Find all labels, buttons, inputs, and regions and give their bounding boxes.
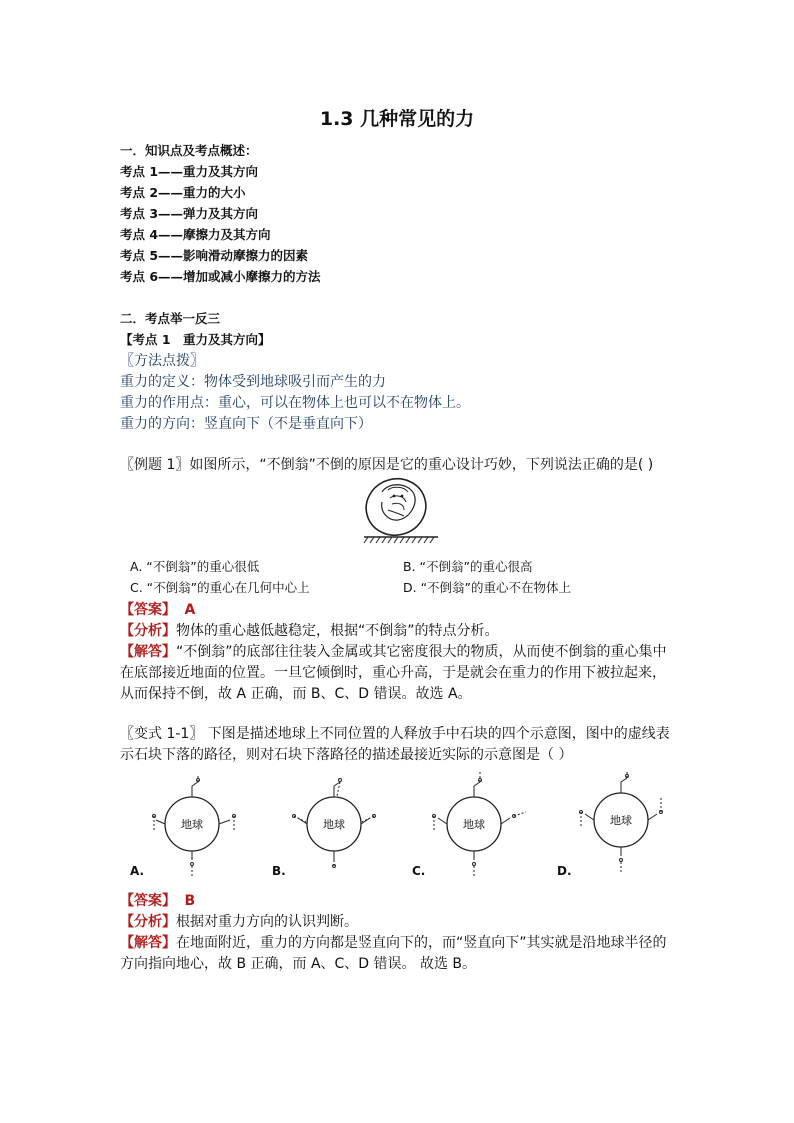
section2-heading: 二．考点举一反三 — [120, 311, 221, 326]
topic-point-5: 考点 5——影响滑动摩擦力的因素 — [120, 248, 309, 263]
variant-answer-value: B — [184, 893, 196, 909]
variant1-solution-line-2: 方向指向地心，故 B 正确，而 A、C、D 错误。 故选 B。 — [120, 956, 477, 972]
earth-diagram-d — [575, 768, 685, 878]
example1-answer-line — [120, 599, 195, 619]
figure-label-c: C. — [412, 864, 426, 878]
topic-point-4: 考点 4——摩擦力及其方向 — [120, 227, 271, 242]
variant1-question-line-1: 〖变式 1-1〗 下图是描述地球上不同位置的人释放手中石块的四个示意图，图中的虚线表 — [120, 726, 670, 742]
topic-point-3: 考点 3——弹力及其方向 — [120, 206, 259, 221]
earth-label-c: 地球 — [463, 818, 485, 831]
example1-analysis-line — [120, 620, 499, 640]
page-title: 1.3 几种常见的力 — [319, 108, 475, 130]
earth-diagram-a — [150, 772, 260, 882]
figure-label-b: B. — [272, 864, 286, 878]
topic-point-2: 考点 2——重力的大小 — [120, 185, 246, 200]
answer-tag: 【答案】 — [120, 602, 176, 618]
example1-option-d: D. “不倒翁”的重心不在物体上 — [403, 580, 572, 595]
figure-label-d: D. — [557, 864, 572, 878]
figure-b — [290, 772, 400, 882]
figure-c — [430, 772, 540, 882]
earth-label-b: 地球 — [323, 818, 345, 831]
method-line-2: 重力的作用点：重心，可以在物体上也可以不在物体上。 — [120, 395, 470, 411]
earth-label-d: 地球 — [610, 814, 632, 827]
earth-diagram-b — [290, 772, 400, 882]
example1-solution-line-3: 从而保持不倒，故 A 正确，而 B、C、D 错误。故选 A。 — [120, 686, 472, 702]
variant-analysis-tag: 【分析】 — [120, 914, 176, 930]
topic-point-6: 考点 6——增加或减小摩擦力的方法 — [120, 269, 321, 284]
figure-label-a: A. — [130, 864, 145, 878]
variant1-analysis-line — [120, 911, 358, 931]
section1-heading: 一．知识点及考点概述： — [120, 143, 258, 158]
analysis-tag: 【分析】 — [120, 623, 176, 639]
tumbler-figure — [358, 474, 442, 546]
example1-solution-line-1 — [120, 641, 667, 661]
topic-point-1: 考点 1——重力及其方向 — [120, 164, 259, 179]
example1-option-b: B. “不倒翁”的重心很高 — [403, 559, 533, 574]
topic-heading: 【考点 1 重力及其方向】 — [120, 332, 271, 347]
variant-solution-text-1: 在地面附近，重力的方向都是竖直向下的，而“竖直向下”其实就是沿地球半径的 — [176, 935, 667, 951]
method-line-3: 重力的方向：竖直向下（不是垂直向下） — [120, 416, 372, 432]
solution-tag: 【解答】 — [120, 644, 176, 660]
variant1-question-line-2: 示石块下落的路径，则对石块下落路径的描述最接近实际的示意图是（ ） — [120, 747, 573, 763]
figure-d — [575, 768, 685, 878]
variant-answer-tag: 【答案】 — [120, 893, 176, 909]
example1-option-c: C. “不倒翁”的重心在几何中心上 — [130, 580, 310, 595]
example1-option-a: A. “不倒翁”的重心很低 — [130, 559, 260, 574]
variant-solution-tag: 【解答】 — [120, 935, 176, 951]
answer-value: A — [184, 602, 196, 618]
earth-label-a: 地球 — [181, 818, 203, 831]
example1-solution-line-2: 在底部接近地面的位置。一旦它倾倒时，重心升高，于是就会在重力的作用下被拉起来， — [120, 665, 666, 681]
analysis-text: 物体的重心越低越稳定，根据“不倒翁”的特点分析。 — [176, 623, 499, 639]
example1-question: 〖例题 1〗如图所示，“不倒翁”不倒的原因是它的重心设计巧妙，下列说法正确的是( ) — [120, 457, 654, 473]
solution-text-1: “不倒翁”的底部往往装入金属或其它密度很大的物质，从而使不倒翁的重心集中 — [176, 644, 667, 660]
method-line-1: 重力的定义：物体受到地球吸引而产生的力 — [120, 374, 386, 390]
method-title: 〖方法点拨〗 — [120, 353, 204, 369]
figure-a — [150, 772, 260, 882]
variant1-solution-line-1 — [120, 932, 667, 952]
earth-diagram-c — [430, 772, 540, 882]
variant1-answer-line — [120, 890, 195, 910]
variant-analysis-text: 根据对重力方向的认识判断。 — [176, 914, 358, 930]
